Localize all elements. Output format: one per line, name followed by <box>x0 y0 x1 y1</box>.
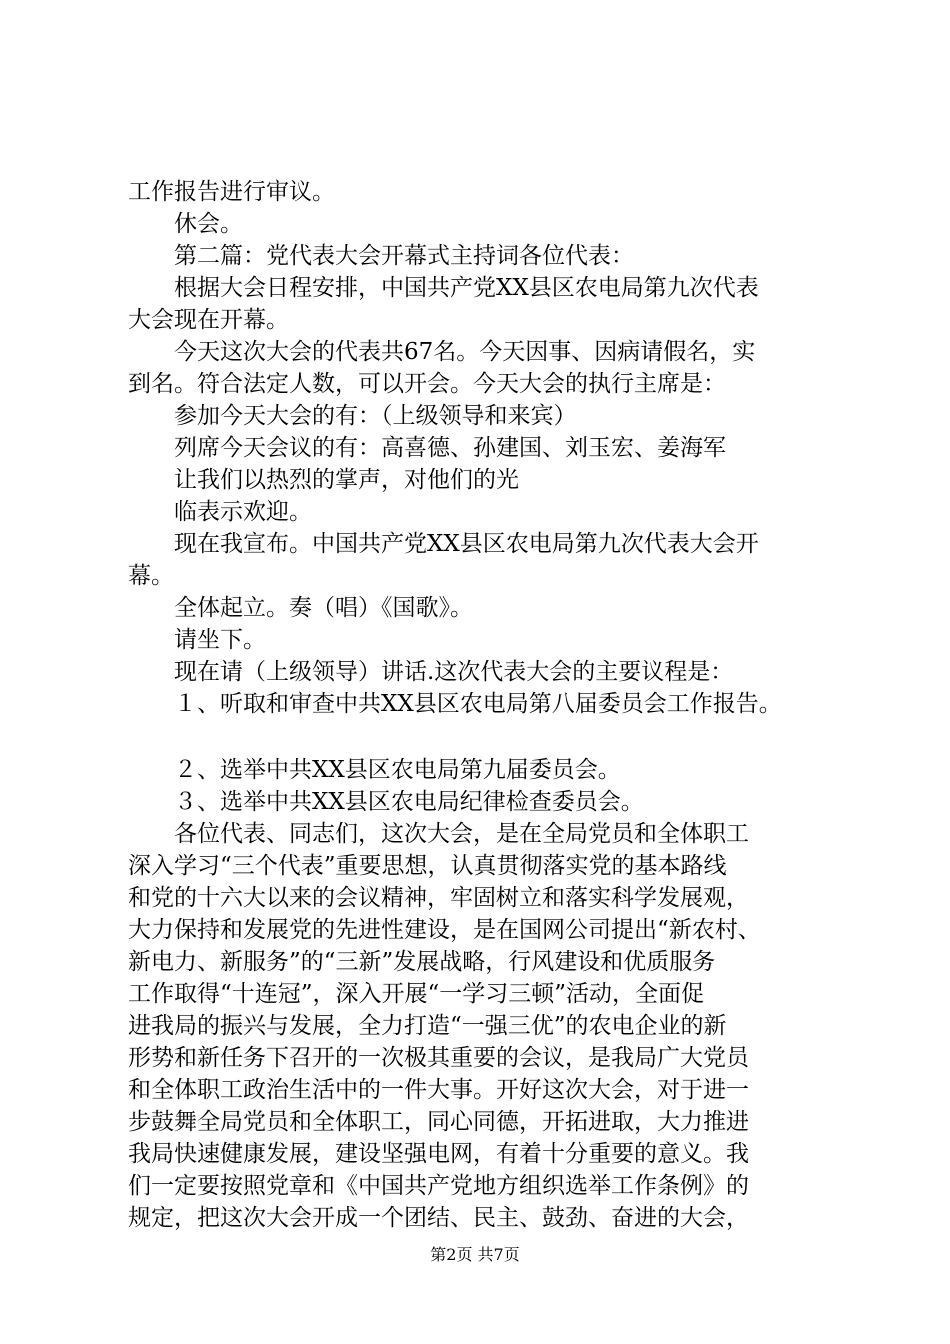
text-line: 各位代表、同志们，这次大会，是在全局党员和全体职工 <box>174 821 749 847</box>
text-line: 第二篇：党代表大会开幕式主持词各位代表： <box>174 243 634 269</box>
text-line: 到名。符合法定人数，可以开会。今天大会的执行主席是： <box>128 371 726 397</box>
text-line: 参加今天大会的有：（上级领导和来宾） <box>174 403 577 429</box>
text-line: １、听取和审查中共XX县区农电局第八届委员会工作报告。 <box>174 691 782 717</box>
text-line: 工作取得“十连冠”，深入开展“一学习三顿”活动，全面促 <box>128 981 705 1007</box>
text-line: 和全体职工政治生活中的一件大事。开好这次大会，对于进一 <box>128 1077 749 1103</box>
text-line: 全体起立。奏（唱）《国歌》。 <box>174 595 473 621</box>
paragraph-gap <box>128 720 848 754</box>
text-line: ３、选举中共XX县区农电局纪律检查委员会。 <box>174 789 644 815</box>
text-line: 请坐下。 <box>174 627 266 653</box>
text-line: 现在我宣布。中国共产党XX县区农电局第九次代表大会开 <box>174 531 759 557</box>
text-line: 休会。 <box>174 211 243 237</box>
text-line: 进我局的振兴与发展，全力打造“一强三优”的农电企业的新 <box>128 1013 727 1039</box>
text-line: 今天这次大会的代表共67名。今天因事、因病请假名，实 <box>174 339 756 365</box>
text-line: 和党的十六大以来的会议精神，牢固树立和落实科学发展观， <box>128 885 749 911</box>
text-line: 大力保持和发展党的先进性建设，是在国网公司提出“新农村、 <box>128 917 761 943</box>
page-footer: 第2页 共7页 <box>430 1245 520 1264</box>
text-line: 步鼓舞全局党员和全体职工，同心同德，开拓进取，大力推进 <box>128 1109 749 1135</box>
text-line: 工作报告进行审议。 <box>128 179 335 205</box>
text-line: 们一定要按照党章和《中国共产党地方组织选举工作条例》的 <box>128 1173 749 1199</box>
text-line: 临表示欢迎。 <box>174 499 312 525</box>
text-line: 深入学习“三个代表”重要思想，认真贯彻落实党的基本路线 <box>128 853 727 879</box>
text-line: 列席今天会议的有：高喜德、孙建国、刘玉宏、姜海军 <box>174 435 726 461</box>
text-line: 现在请（上级领导）讲话.这次代表大会的主要议程是： <box>174 659 734 685</box>
text-line: 我局快速健康发展，建设坚强电网，有着十分重要的意义。我 <box>128 1141 749 1167</box>
text-line: 幕。 <box>128 563 174 589</box>
text-line: 大会现在开幕。 <box>128 307 289 333</box>
text-line: 让我们以热烈的掌声，对他们的光 <box>174 467 519 493</box>
text-line: 新电力、新服务”的“三新”发展战略，行风建设和优质服务 <box>128 949 716 975</box>
text-line: ２、选举中共XX县区农电局第九届委员会。 <box>174 757 621 783</box>
text-line: 形势和新任务下召开的一次极其重要的会议，是我局广大党员 <box>128 1045 749 1071</box>
text-line: 规定，把这次大会开成一个团结、民主、鼓劲、奋进的大会， <box>128 1205 749 1231</box>
text-line: 根据大会日程安排，中国共产党XX县区农电局第九次代表 <box>174 275 759 301</box>
body-text <box>128 176 848 1234</box>
